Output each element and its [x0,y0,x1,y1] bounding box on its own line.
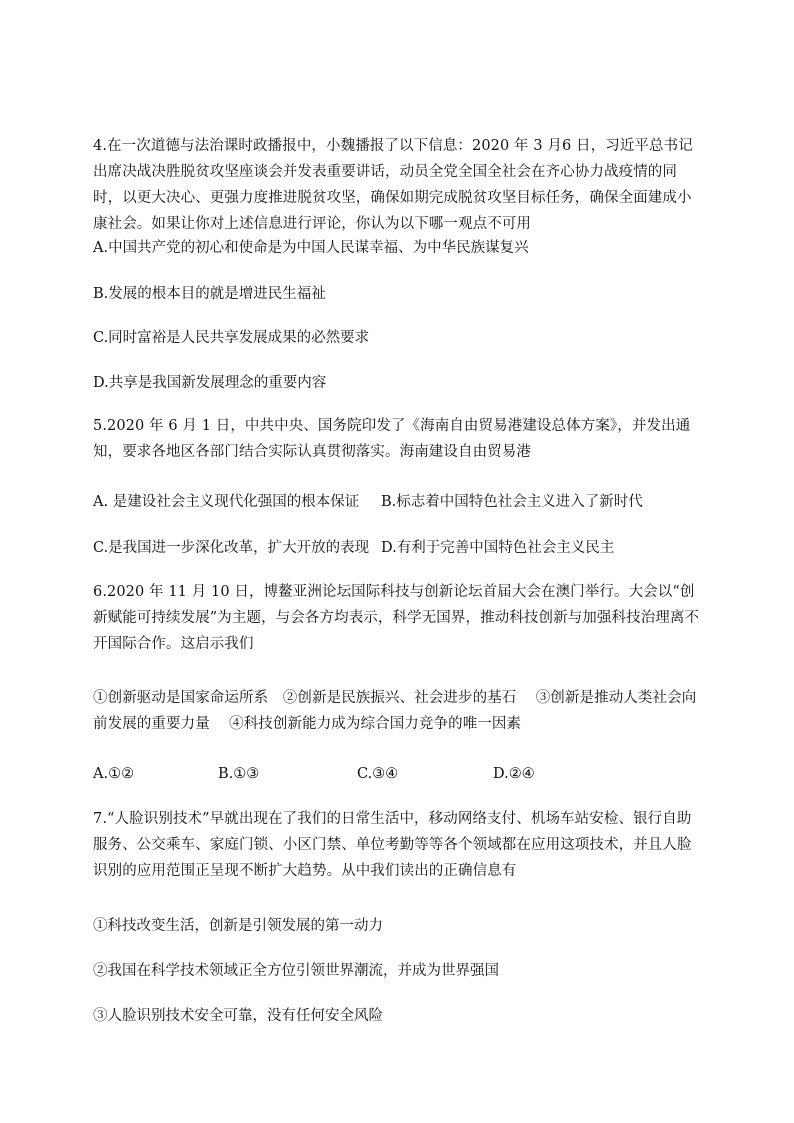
question-6-option-b: B.①③ [218,766,260,782]
question-5-option-b: B.标志着中国特色社会主义进入了新时代 [381,494,643,510]
question-4-option-d: D.共享是我国新发展理念的重要内容 [93,375,327,391]
question-7-stem: 7.“人脸识别技术”早就出现在了我们的日常生活中，移动网络支付、机场车站安检、银行自助服务、公交乘车、家庭门锁、小区门禁、单位考勤等等各个领域都在应用这项技术，并且人脸识别的应用范围正呈现不断扩大趋势。从中我们读出的正确信息有 [93,811,692,879]
question-4-stem: 4.在一次道德与法治课时政播报中，小魏播报了以下信息：2020 年 3 月6 日，习近平总书记出席决战决胜脱贫攻坚座谈会并发表重要讲话，动员全党全国全社会在齐心协力战疫情的同时，以更大决心、更强力度推进脱贫攻坚，确保如期完成脱贫攻坚目标任务，确保全面建成小康社会。如果让你对上述信息进行评论，你认为以下哪一观点不可用 [93,138,693,232]
question-4-option-b: B.发展的根本目的就是增进民生福祉 [93,286,326,302]
question-5-stem: 5.2020 年 6 月 1 日，中共中央、国务院印发了《海南自由贸易港建设总体方案》，并发出通知，要求各地区各部门结合实际认真贯彻落实。海南建设自由贸易港 [93,418,691,460]
question-6-statements: ①创新驱动是国家命运所系 ②创新是民族振兴、社会进步的基石 ③创新是推动人类社会向前发展的重要力量 ④科技创新能力成为综合国力竞争的唯一因素 [93,690,697,732]
question-6-option-c: C.③④ [357,766,399,782]
question-5-option-c: C.是我国进一步深化改革，扩大开放的表现 [93,540,370,556]
question-7-statement-1: ①科技改变生活，创新是引领发展的第一动力 [93,918,383,934]
question-4-option-a: A.中国共产党的初心和使命是为中国人民谋幸福、为中华民族谋复兴 [93,240,529,256]
question-7-statement-2: ②我国在科学技术领域正全方位引领世界潮流，并成为世界强国 [93,963,499,979]
question-5-option-a: A. 是建设社会主义现代化强国的根本保证 [93,494,360,510]
question-6-option-d: D.②④ [493,766,535,782]
question-6-option-a: A.①② [93,766,135,782]
question-4-option-c: C.同时富裕是人民共享发展成果的必然要求 [93,330,370,346]
question-7-statement-3: ③人脸识别技术安全可靠，没有任何安全风险 [93,1008,383,1024]
question-6-stem: 6.2020 年 11 月 10 日，博鳌亚洲论坛国际科技与创新论坛首届大会在澳门举行。大会以“创新赋能可持续发展”为主题，与会各方均表示，科学无国界，推动科技创新与加强科技治理离不开国际合作。这启示我们 [93,584,700,652]
question-5-option-d: D.有利于完善中国特色社会主义民主 [381,540,615,556]
